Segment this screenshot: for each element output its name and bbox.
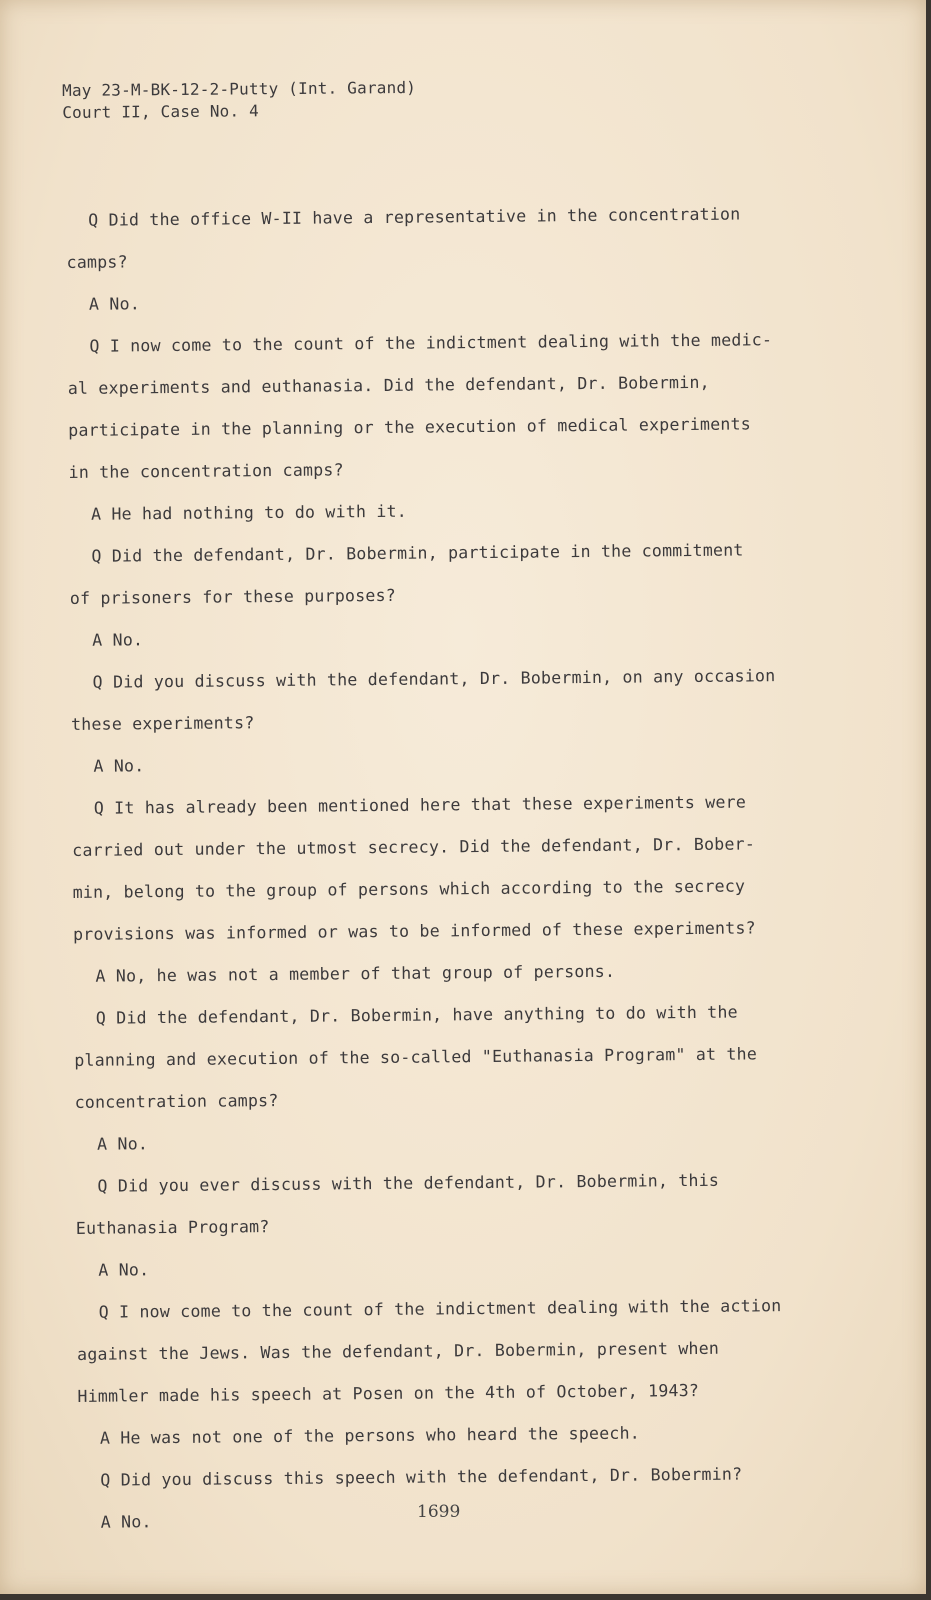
text-line: Q It has already been mentioned here that these experiments were: [93, 792, 747, 818]
text-line: participate in the planning or the execution of medical experiments: [68, 414, 752, 440]
text-line: Q Did the defendant, Dr. Bobermin, have anything to do with the: [95, 1002, 738, 1028]
text-line: A No, he was not a member of that group of persons.: [95, 961, 616, 986]
text-line: these experiments?: [70, 713, 255, 734]
answer-paragraph: [75, 1117, 815, 1166]
text-line: Q Did the office W-II have a representative in the concentration: [88, 204, 741, 230]
text-line: of prisoners for these purposes?: [69, 585, 396, 608]
text-line: Q I now come to the count of the indictment dealing with the medic-: [89, 330, 773, 356]
header-line-1: May 23-M-BK-12-2-Putty (Int. Garand): [62, 77, 417, 100]
answer-paragraph: [67, 277, 807, 326]
text-line: Q Did you discuss this speech with the defendant, Dr. Bobermin?: [100, 1464, 743, 1490]
answer-paragraph: [71, 739, 811, 788]
text-line: A No.: [88, 294, 141, 314]
text-line: carried out under the utmost secrecy. Did the defendant, Dr. Bober-: [72, 834, 756, 860]
text-line: Q Did you ever discuss with the defendant, Dr. Bobermin, this: [97, 1170, 720, 1196]
text-line: Euthanasia Program?: [75, 1217, 270, 1238]
question-paragraph: [78, 1453, 818, 1502]
question-paragraph: [75, 1159, 816, 1250]
text-line: A No.: [100, 1512, 152, 1532]
text-line: camps?: [66, 252, 128, 272]
answer-paragraph: [76, 1243, 816, 1292]
text-line: Q Did the defendant, Dr. Bobermin, participate in the commitment: [91, 540, 744, 566]
question-paragraph: [67, 319, 809, 494]
text-line: A No.: [98, 1260, 150, 1280]
question-paragraph: [66, 193, 807, 284]
text-line: al experiments and euthanasia. Did the defendant, Dr. Bobermin,: [67, 372, 710, 398]
document-header: [62, 77, 416, 124]
text-line: Q Did you discuss with the defendant, Dr. Bobermin, on any occasion: [92, 666, 776, 692]
question-paragraph: [72, 781, 814, 956]
page-number: 1699: [417, 1502, 461, 1522]
text-line: A He had nothing to do with it.: [90, 501, 408, 524]
text-line: A No.: [96, 1134, 149, 1154]
text-line: A No.: [92, 630, 144, 650]
header-line-2: Court II, Case No. 4: [62, 101, 260, 122]
text-line: provisions was informed or was to be informed of these experiments?: [72, 918, 756, 944]
text-line: planning and execution of the so-called "Euthanasia Program" at the: [74, 1044, 758, 1070]
question-paragraph: [76, 1285, 817, 1418]
text-line: against the Jews. Was the defendant, Dr. Bobermin, present when: [76, 1338, 720, 1364]
answer-paragraph: [73, 949, 813, 998]
question-paragraph: [74, 991, 815, 1124]
transcript-body: [66, 193, 819, 1544]
answer-paragraph: [70, 613, 810, 662]
answer-paragraph: [69, 487, 809, 536]
text-line: A No.: [93, 756, 145, 776]
text-line: Himmler made his speech at Posen on the 4th of October, 1943?: [77, 1380, 700, 1406]
question-paragraph: [69, 529, 810, 620]
text-line: Q I now come to the count of the indictment dealing with the action: [98, 1296, 782, 1322]
text-line: A He was not one of the persons who heard the speech.: [99, 1423, 641, 1448]
text-line: min, belong to the group of persons which according to the secrecy: [72, 876, 746, 902]
question-paragraph: [70, 655, 811, 746]
text-line: concentration camps?: [74, 1091, 279, 1112]
text-line: in the concentration camps?: [68, 460, 344, 482]
answer-paragraph: [78, 1411, 818, 1460]
